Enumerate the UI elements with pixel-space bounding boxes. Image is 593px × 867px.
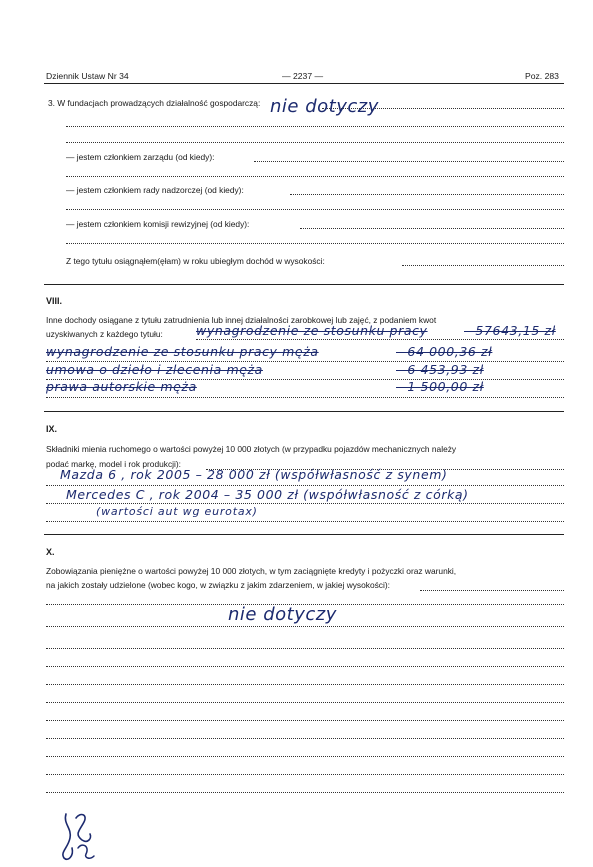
handwritten-initials-signature: [56, 808, 100, 864]
section-divider: [44, 411, 564, 412]
dotted-line: [66, 209, 564, 210]
section-10-handwritten-answer: nie dotyczy: [228, 604, 337, 625]
audit-committee-label: — jestem członkiem komisji rewizyjnej (od kiedy):: [66, 219, 250, 229]
dotted-line: [66, 176, 564, 177]
income-entry-2-amount: – 64 000,36 zł: [396, 344, 493, 359]
movable-asset-note: (wartości aut wg eurotax): [96, 505, 258, 518]
dotted-line: [254, 161, 564, 162]
income-entry-4-amount: – 1 500,00 zł: [396, 379, 484, 394]
movable-asset-1: Mazda 6 , rok 2005 – 28 000 zł (współwłasność z synem): [60, 467, 448, 482]
dotted-line: [66, 243, 564, 244]
dotted-line: [290, 194, 564, 195]
dotted-line: [300, 228, 564, 229]
board-member-label: — jestem członkiem zarządu (od kiedy):: [66, 152, 215, 162]
dotted-line: [46, 666, 564, 667]
dotted-line: [46, 397, 564, 398]
section-3-handwritten-answer: nie dotyczy: [270, 96, 379, 117]
position-number: Poz. 283: [525, 71, 559, 81]
section-8-number: VIII.: [46, 296, 63, 306]
dotted-line: [66, 126, 564, 127]
dotted-line: [46, 720, 564, 721]
dotted-line: [66, 142, 564, 143]
dotted-line: [46, 792, 564, 793]
section-8-text-line2: uzyskiwanych z każdego tytułu:: [46, 329, 163, 339]
income-label: Z tego tytułu osiągnąłem(ęłam) w roku ubiegłym dochód w wysokości:: [66, 256, 325, 266]
income-entry-3-text: umowa o dzieło i zlecenia męża: [46, 362, 263, 377]
dotted-line: [46, 648, 564, 649]
dotted-line: [46, 503, 564, 504]
movable-asset-2: Mercedes C , rok 2004 – 35 000 zł (współwłasność z córką): [66, 487, 469, 502]
income-entry-3-amount: – 6 453,93 zł: [396, 362, 484, 377]
dotted-line: [46, 702, 564, 703]
dotted-line: [46, 684, 564, 685]
income-entry-1-amount: – 57643,15 zł: [464, 323, 556, 338]
income-entry-1-text: wynagrodzenie ze stosunku pracy: [196, 323, 428, 338]
section-divider: [44, 284, 564, 285]
section-3-intro: 3. W fundacjach prowadzących działalność gospodarczą:: [48, 98, 261, 108]
supervisory-board-label: — jestem członkiem rady nadzorczej (od kiedy):: [66, 185, 244, 195]
dotted-line: [46, 756, 564, 757]
dotted-line: [46, 738, 564, 739]
section-9-number: IX.: [46, 424, 58, 434]
dotted-line: [420, 590, 564, 591]
section-9-text-line1: Składniki mienia ruchomego o wartości powyżej 10 000 złotych (w przypadku pojazdów mechanicznych należy: [46, 444, 457, 454]
section-9-text-line2: podać markę, model i rok produkcji):: [46, 459, 181, 469]
section-10-text-line1: Zobowiązania pieniężne o wartości powyżej 10 000 złotych, w tym zaciągnięte kredyty i pożyczki oraz warunki,: [46, 566, 457, 576]
journal-title: Dziennik Ustaw Nr 34: [46, 71, 129, 81]
dotted-line: [46, 774, 564, 775]
income-entry-4-text: prawa autorskie męża: [46, 379, 197, 394]
dotted-line: [196, 339, 564, 340]
section-divider: [44, 534, 564, 535]
dotted-line: [46, 521, 564, 522]
income-entry-2-text: wynagrodzenie ze stosunku pracy męża: [46, 344, 319, 359]
header-rule: [44, 83, 564, 84]
dotted-line: [402, 265, 564, 266]
section-10-text-line2: na jakich zostały udzielone (wobec kogo, w związku z jakim zdarzeniem, w jakiej wysokości):: [46, 580, 390, 590]
page-number: — 2237 —: [282, 71, 324, 81]
section-8-text-line1: Inne dochody osiągane z tytułu zatrudnienia lub innej działalności zarobkowej lub zajęć, z podaniem kwot: [46, 315, 437, 325]
dotted-line: [46, 485, 564, 486]
dotted-line: [46, 626, 564, 627]
section-10-number: X.: [46, 547, 55, 557]
